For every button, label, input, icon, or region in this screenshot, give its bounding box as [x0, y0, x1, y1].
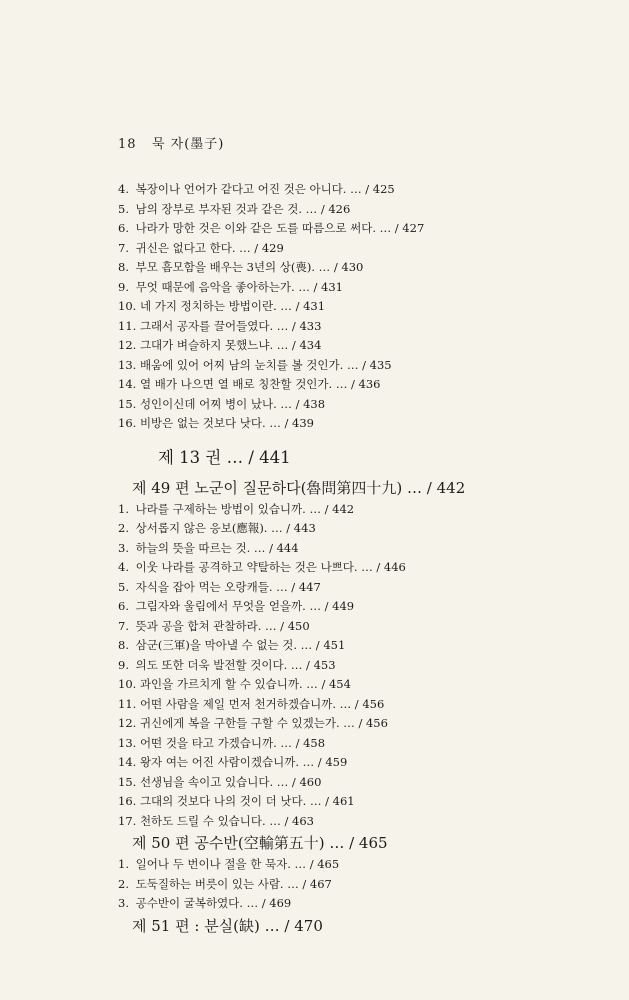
list-item: 11. 그래서 공자를 끌어들였다. … / 433 — [118, 318, 322, 333]
list-item: 4. 이웃 나라를 공격하고 약탈하는 것은 나쁘다. … / 446 — [118, 560, 406, 574]
list-item: 15. 성인이신데 어찌 병이 났나. … / 438 — [118, 396, 326, 411]
list-item: 5. 자식을 잡아 먹는 오랑캐들. … / 447 — [118, 579, 321, 594]
list-item: 2. 상서롭지 않은 응보(應報). … / 443 — [118, 521, 316, 535]
list-item: 16. 그대의 것보다 나의 것이 더 낫다. … / 461 — [118, 794, 355, 808]
list-item: 10. 네 가지 정치하는 방법이란. … / 431 — [118, 299, 326, 313]
chapter-heading: 제 49 편 노군이 질문하다(魯問第四十九) … / 442 — [132, 478, 466, 497]
book-title: 묵 자(墨子) — [151, 137, 225, 152]
list-item: 7. 뜻과 공을 합쳐 관찰하라. … / 450 — [118, 618, 310, 633]
list-item: 17. 천하도 드릴 수 있습니다. … / 463 — [118, 813, 314, 828]
list-item: 13. 배움에 있어 어찌 남의 눈치를 볼 것인가. … / 435 — [118, 357, 392, 372]
list-item: 10. 과인을 가르치게 할 수 있습니까. … / 454 — [118, 677, 351, 691]
list-item: 1. 일어나 두 번이나 절을 한 묵자. … / 465 — [118, 857, 340, 871]
entry-list-49 — [118, 500, 598, 832]
list-item: 11. 어떤 사람을 제일 먼저 천거하겠습니까. … / 456 — [118, 696, 385, 711]
page-header — [118, 133, 224, 152]
entry-list-50 — [118, 855, 598, 914]
list-item: 15. 선생님을 속이고 있습니다. … / 460 — [118, 774, 322, 789]
list-item: 14. 왕자 여는 어진 사람이겠습니까. … / 459 — [118, 755, 348, 769]
page-number: 18 — [118, 137, 137, 152]
list-item: 8. 부모 흠모함을 배우는 3년의 상(喪). … / 430 — [118, 260, 364, 274]
list-item: 12. 그대가 벼슬하지 못했느냐. … / 434 — [118, 338, 322, 352]
list-item: 13. 어떤 것을 타고 가겠습니까. … / 458 — [118, 735, 326, 750]
chapter-heading: 제 51 편 : 분실(缺) … / 470 — [132, 916, 323, 935]
list-item: 9. 무엇 때문에 음악을 좋아하는가. … / 431 — [118, 279, 343, 294]
volume-heading: 제 13 권 … / 441 — [158, 447, 291, 467]
chapter-heading: 제 50 편 공수반(空輸第五十) … / 465 — [132, 834, 388, 852]
list-item: 14. 열 배가 나으면 열 배로 칭찬할 것인가. … / 436 — [118, 377, 381, 391]
list-item: 9. 의도 또한 더욱 발전할 것이다. … / 453 — [118, 657, 336, 672]
list-item: 4. 복장이나 언어가 같다고 어진 것은 아니다. … / 425 — [118, 182, 395, 196]
list-item: 6. 나라가 망한 것은 이와 같은 도를 따름으로 써다. … / 427 — [118, 221, 425, 235]
list-item: 16. 비방은 없는 것보다 낫다. … / 439 — [118, 416, 314, 430]
list-item: 8. 삼군(三軍)을 막아낼 수 없는 것. … / 451 — [118, 638, 346, 652]
list-item: 2. 도둑질하는 버릇이 있는 사람. … / 467 — [118, 876, 332, 891]
list-item: 7. 귀신은 없다고 한다. … / 429 — [118, 240, 284, 255]
list-item: 1. 나라를 구제하는 방법이 있습니까. … / 442 — [118, 501, 355, 516]
list-item: 3. 하늘의 뜻을 따르는 것. … / 444 — [118, 540, 299, 555]
list-item: 3. 공수반이 굴복하였다. … / 469 — [118, 896, 292, 910]
entry-list-continued — [118, 180, 598, 434]
table-of-contents — [118, 180, 598, 938]
list-item: 6. 그림자와 울림에서 무엇을 얻을까. … / 449 — [118, 599, 355, 613]
list-item: 5. 남의 장부로 부자된 것과 같은 것. … / 426 — [118, 201, 351, 216]
list-item: 12. 귀신에게 복을 구한들 구할 수 있겠는가. … / 456 — [118, 716, 388, 730]
